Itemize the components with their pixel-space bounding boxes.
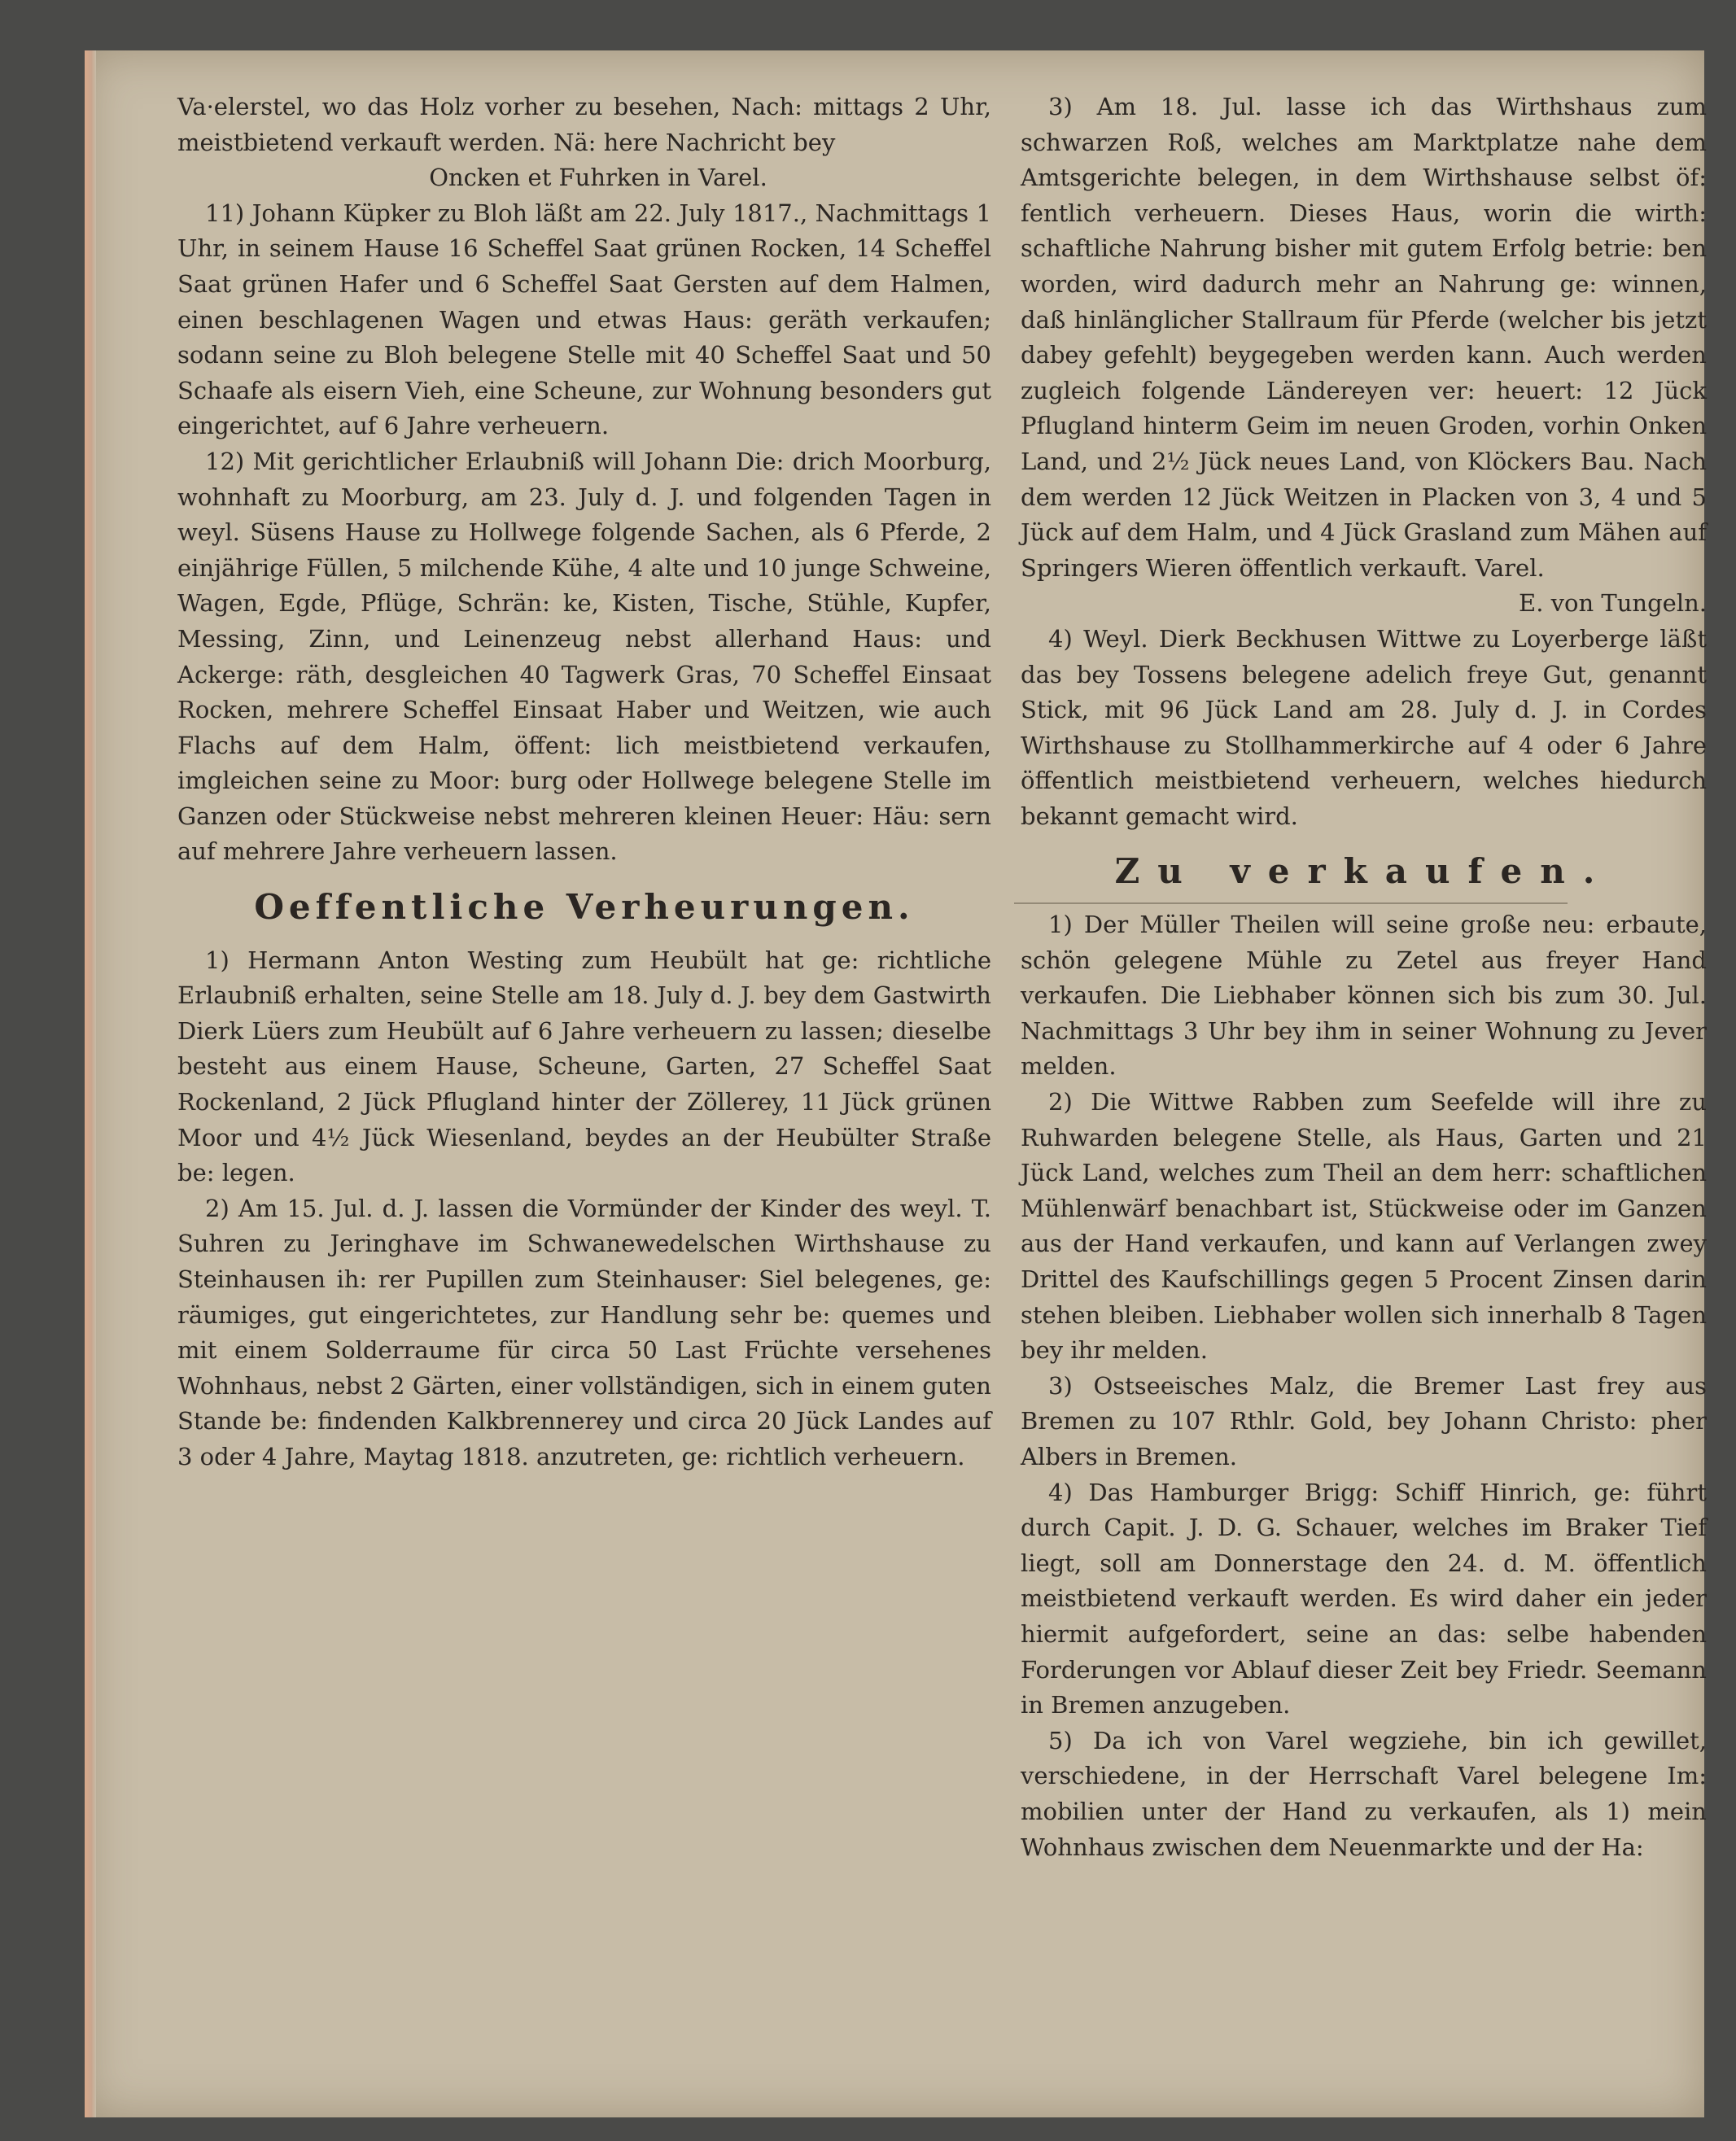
notice-k4: 4) Das Hamburger Brigg: Schiff Hinrich, ge: führt durch Capit. J. D. G. Schauer, welches im Braker Tief liegt, soll am Donnerstage den 24. d. M. öffentlich meistbietend verkauft werden. Es wird daher ein jeder hiermit aufgefordert, seine an das: selbe habenden Forderungen vor Ablauf dieser Zeit bey Friedr. Seemann in Bremen anzugeben.: [1021, 1478, 1707, 1719]
signature: E. von Tungeln.: [1519, 589, 1707, 618]
notice-v4: 4) Weyl. Dierk Beckhusen Wittwe zu Loyerberge läßt das bey Tossens belegene adelich freye Gut, genannt Stick, mit 96 Jück Land am 28. July d. J. in Cordes Wirthshause zu Stollhammerkirche auf 4 oder 6 Jahre öffentlich meistbietend verheuern, welches hiedurch bekannt gemacht wird.: [1021, 624, 1707, 830]
section-heading-verheurungen: Oeffentliche Verheurungen.: [254, 887, 915, 928]
notice-k2: 2) Die Wittwe Rabben zum Seefelde will ihre zu Ruhwarden belegene Stelle, als Haus, Garten und 21 Jück Land, welches zum Theil an dem herr: schaftlichen Mühlenwärf benachbart ist, Stückweise oder im Ganzen aus der Hand verkaufen, und kann auf Verlangen zwey Drittel des Kaufschillings gegen 5 Procent Zinsen darin stehen bleiben. Liebhaber wollen sich innerhalb 8 Tagen bey ihr melden.: [1021, 1088, 1707, 1365]
notice-v3: 3) Am 18. Jul. lasse ich das Wirthshaus zum schwarzen Roß, welches am Marktplatze nahe dem Amtsgerichte belegen, in dem Wirthshause selbst öf: fentlich verheuern. Dieses Haus, worin die wirth: schaftliche Nahrung bisher mit gutem Erfolg betrie: ben worden, wird dadurch mehr an Nahrung ge: winnen, daß hinlänglicher Stallraum für Pferde (welcher bis jetzt dabey gefehlt) beygegeben werden kann. Auch werden zugleich folgende Ländereyen ver: heuert: 12 Jück Pflugland hinterm Geim im neuen Groden, vorhin Onken Land, und 2½ Jück neues Land, von Klöckers Bau. Nach dem werden 12 Jück Weitzen in Placken von 3, 4 und 5 Jück auf dem Halm, und 4 Jück Grasland zum Mähen auf Springers Wieren öffentlich verkauft. Varel.: [1021, 93, 1707, 582]
notice-v2: 2) Am 15. Jul. d. J. lassen die Vormünder der Kinder des weyl. T. Suhren zu Jeringhave im Schwanewedelschen Wirthshause zu Steinhausen ih: rer Pupillen zum Steinhauser: Siel belegenes, ge: räumiges, gut eingerichtetes, zur Handlung sehr be: quemes und mit einem Solderraume für circa 50 Last Früchte versehenes Wohnhaus, nebst 2 Gärten, einer vollständigen, sich in einem guten Stande be: findenden Kalkbrennerey und circa 20 Jück Landes auf 3 oder 4 Jahre, Maytag 1818. anzutreten, ge: richtlich verheuern.: [177, 1194, 991, 1470]
paragraph-continued: Va·elerstel, wo das Holz vorher zu besehen, Nach: mittags 2 Uhr, meistbietend verkauft werden. Nä: here Nachricht bey: [177, 93, 991, 156]
notice-v1: 1) Hermann Anton Westing zum Heubült hat ge: richtliche Erlaubniß erhalten, seine Stelle am 18. July d. J. bey dem Gastwirth Dierk Lüers zum Heubült auf 6 Jahre verheuern zu lassen; dieselbe besteht aus einem Hause, Scheune, Garten, 27 Scheffel Saat Rockenland, 2 Jück Pflugland hinter der Zöllerey, 11 Jück grünen Moor und 4½ Jück Wiesenland, beydes an der Heubülter Straße be: legen.: [177, 946, 991, 1187]
section-rule: [1014, 902, 1568, 904]
left-column: [177, 90, 991, 1475]
signature: Oncken et Fuhrken in Varel.: [429, 164, 767, 192]
notice-k1: 1) Der Müller Theilen will seine große neu: erbaute, schön gelegene Mühle zu Zetel aus freyer Hand verkaufen. Die Liebhaber können sich bis zum 30. Jul. Nachmittags 3 Uhr bey ihm in seiner Wohnung zu Jever melden.: [1021, 911, 1707, 1081]
notice-12: 12) Mit gerichtlicher Erlaubniß will Johann Die: drich Moorburg, wohnhaft zu Moorburg, am 23. July d. J. und folgenden Tagen in weyl. Süsens Hause zu Hollwege folgende Sachen, als 6 Pferde, 2 einjährige Füllen, 5 milchende Kühe, 4 alte und 10 junge Schweine, Wagen, Egde, Pflüge, Schrän: ke, Kisten, Tische, Stühle, Kupfer, Messing, Zinn, und Leinenzeug nebst allerhand Haus: und Ackerge: räth, desgleichen 40 Tagwerk Gras, 70 Scheffel Einsaat Rocken, mehrere Scheffel Einsaat Haber und Weitzen, wie auch Flachs auf dem Halm, öffent: lich meistbietend verkaufen, imgleichen seine zu Moor: burg oder Hollwege belegene Stelle im Ganzen oder Stückweise nebst mehreren kleinen Heuer: Häu: sern auf mehrere Jahre verheuern lassen.: [177, 447, 991, 866]
right-column: [1021, 90, 1707, 1865]
page-edge: [85, 50, 96, 2117]
notice-k5: 5) Da ich von Varel wegziehe, bin ich gewillet, verschiedene, in der Herrschaft Varel belegene Im: mobilien unter der Hand zu verkaufen, als 1) mein Wohnhaus zwischen dem Neuenmarkte und der Ha:: [1021, 1726, 1707, 1861]
notice-11: 11) Johann Küpker zu Bloh läßt am 22. July 1817., Nachmittags 1 Uhr, in seinem Hause 16 Scheffel Saat grünen Rocken, 14 Scheffel Saat grünen Hafer und 6 Scheffel Saat Gersten auf dem Halmen, einen beschlagenen Wagen und etwas Haus: geräth verkaufen; sodann seine zu Bloh belegene Stelle mit 40 Scheffel Saat und 50 Schaafe als eisern Vieh, eine Scheune, zur Wohnung besonders gut eingerichtet, auf 6 Jahre verheuern.: [177, 199, 991, 440]
section-heading-verkaufen: Zu verkaufen.: [1114, 851, 1613, 892]
notice-k3: 3) Ostseeisches Malz, die Bremer Last frey aus Bremen zu 107 Rthlr. Gold, bey Johann Christo: pher Albers in Bremen.: [1021, 1371, 1707, 1470]
